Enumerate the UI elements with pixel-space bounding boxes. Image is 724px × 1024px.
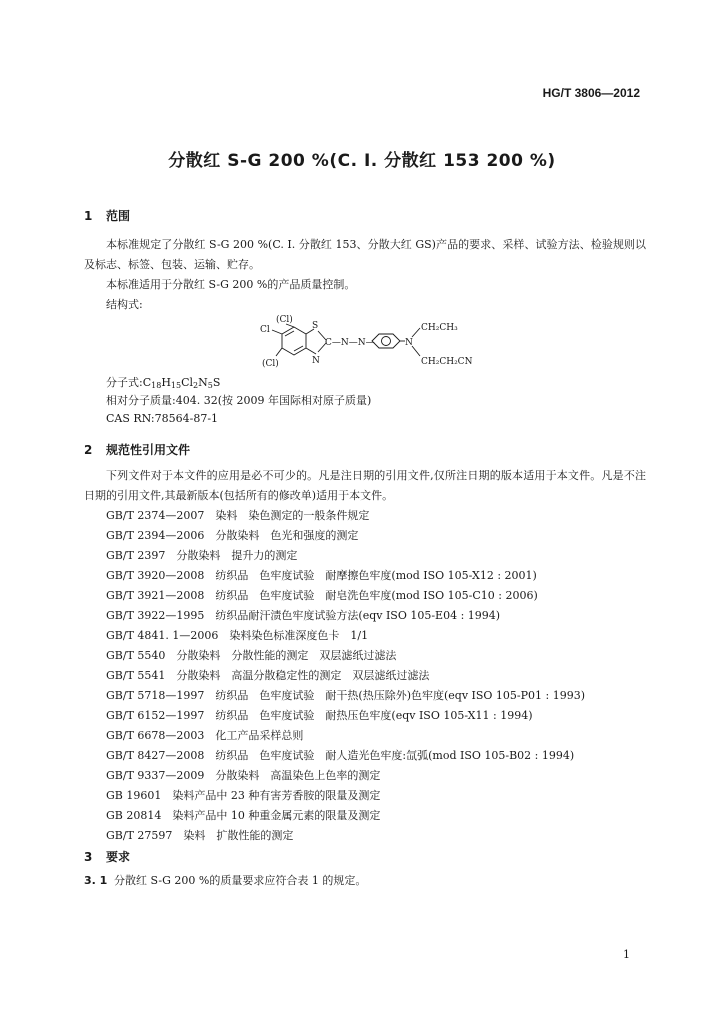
structure-s-atom: S <box>312 321 319 331</box>
molecular-mass: 相对分子质量:404. 32(按 2009 年国际相对原子质量) <box>106 394 372 407</box>
formula-prefix: 分子式: <box>106 376 143 389</box>
reference-item: GB/T 9337—2009 分散染料 高温染色上色率的测定 <box>106 769 381 782</box>
reference-item: GB/T 27597 染料 扩散性能的测定 <box>106 829 294 842</box>
section-1-paragraph-2: 本标准适用于分散红 S-G 200 %的产品质量控制。 <box>106 278 356 291</box>
structure-label: 结构式: <box>106 298 143 311</box>
section-1-heading <box>84 207 130 224</box>
clause-3-1 <box>84 872 366 888</box>
formula-s: S <box>212 376 221 389</box>
reference-item: GB/T 2374—2007 染料 染色测定的一般条件规定 <box>106 509 370 522</box>
structure-cl-bottom: (Cl) <box>262 359 279 369</box>
reference-item: GB/T 6678—2003 化工产品采样总则 <box>106 729 304 742</box>
clause-3-1-number: 3. 1 <box>84 874 108 887</box>
reference-item: GB/T 5718—1997 纺织品 色牢度试验 耐干热(热压除外)色牢度(eqv ISO 105-P01 : 1993) <box>106 689 586 702</box>
reference-item: GB/T 6152—1997 纺织品 色牢度试验 耐热压色牢度(eqv ISO 105-X11 : 1994) <box>106 709 533 722</box>
section-3-heading <box>84 848 130 865</box>
structure-cl-top: (Cl) <box>276 315 293 325</box>
formula-n: N <box>198 376 208 389</box>
standard-code: HG/T 3806—2012 <box>542 86 640 100</box>
reference-item: GB 20814 染料产品中 10 种重金属元素的限量及测定 <box>106 809 381 822</box>
reference-item: GB/T 4841. 1—2006 染料染色标准深度色卡 1/1 <box>106 629 369 642</box>
formula-h-sub: 15 <box>170 381 182 390</box>
section-1-title: 范围 <box>106 209 131 223</box>
formula-h: H <box>161 376 171 389</box>
reference-item: GB/T 2397 分散染料 提升力的测定 <box>106 549 298 562</box>
formula-c-sub: 18 <box>151 381 162 390</box>
reference-item: GB/T 5540 分散染料 分散性能的测定 双层滤纸过滤法 <box>106 649 397 662</box>
structure-azo-link: C—N—N— <box>325 338 375 348</box>
structural-formula <box>258 310 498 378</box>
clause-3-1-text: 分散红 S-G 200 %的质量要求应符合表 1 的规定。 <box>114 874 367 887</box>
section-2-number: 2 <box>84 443 93 457</box>
structure-cyanoethyl: CH₂CH₂CN <box>421 357 473 367</box>
section-3-title: 要求 <box>106 850 131 864</box>
section-2-intro: 下列文件对于本文件的应用是必不可少的。凡是注日期的引用文件,仅所注日期的版本适用于本文件。凡是不注日期的引用文件,其最新版本(包括所有的修改单)适用于本文件。 <box>84 469 646 502</box>
reference-item: GB/T 3920—2008 纺织品 色牢度试验 耐摩擦色牢度(mod ISO 105-X12 : 2001) <box>106 569 537 582</box>
section-3-number: 3 <box>84 850 93 864</box>
reference-item: GB/T 2394—2006 分散染料 色光和强度的测定 <box>106 529 359 542</box>
reference-item: GB/T 3922—1995 纺织品耐汗渍色牢度试验方法(eqv ISO 105-E04 : 1994) <box>106 609 501 622</box>
document-title: 分散红 S-G 200 %(C. I. 分散红 153 200 %) <box>168 151 556 171</box>
formula-c: C <box>142 376 152 389</box>
formula-cl: Cl <box>181 376 194 389</box>
structure-amine-n: N <box>405 338 413 348</box>
section-1-number: 1 <box>84 209 93 223</box>
structure-n-atom: N <box>312 356 320 366</box>
reference-item: GB/T 3921—2008 纺织品 色牢度试验 耐皂洗色牢度(mod ISO 105-C10 : 2006) <box>106 589 538 602</box>
reference-item: GB 19601 染料产品中 23 种有害芳香胺的限量及测定 <box>106 789 381 802</box>
structure-ethyl: CH₂CH₃ <box>421 323 458 333</box>
section-2-heading <box>84 441 190 458</box>
formula-cl-sub: 2 <box>193 381 199 390</box>
cas-number: CAS RN:78564-87-1 <box>106 412 219 425</box>
section-1-paragraph-1: 本标准规定了分散红 S-G 200 %(C. I. 分散红 153、分散大红 GS)产品的要求、采样、试验方法、检验规则以及标志、标签、包装、运输、贮存。 <box>84 238 646 271</box>
reference-item: GB/T 5541 分散染料 高温分散稳定性的测定 双层滤纸过滤法 <box>106 669 430 682</box>
page-number: 1 <box>623 948 630 961</box>
reference-item: GB/T 8427—2008 纺织品 色牢度试验 耐人造光色牢度:氙弧(mod ISO 105-B02 : 1994) <box>106 749 575 762</box>
formula-n-sub: 5 <box>207 381 213 390</box>
structure-cl-left: Cl <box>260 325 270 335</box>
section-2-title: 规范性引用文件 <box>106 443 191 457</box>
